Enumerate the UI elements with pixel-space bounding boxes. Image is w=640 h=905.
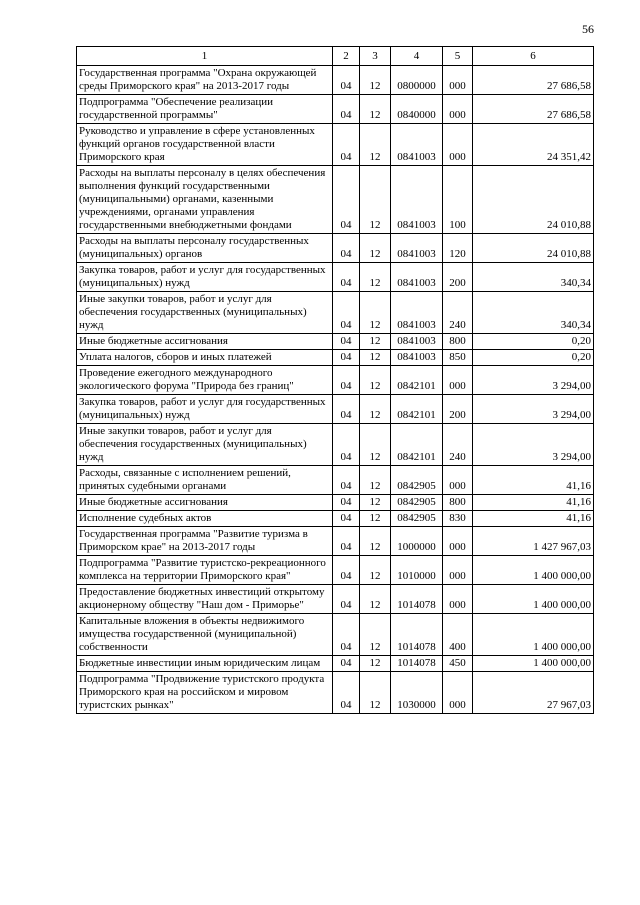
- row-section: 04: [333, 124, 360, 166]
- row-name: Иные закупки товаров, работ и услуг для обеспечения государственных (муниципальных) нужд: [77, 424, 333, 466]
- row-subsection: 12: [360, 656, 391, 672]
- row-target-code: 0842101: [391, 366, 443, 395]
- row-target-code: 0841003: [391, 350, 443, 366]
- row-subsection: 12: [360, 614, 391, 656]
- row-amount: 41,16: [473, 495, 594, 511]
- row-name: Закупка товаров, работ и услуг для государственных (муниципальных) нужд: [77, 263, 333, 292]
- table-row: [77, 527, 594, 556]
- row-section: 04: [333, 672, 360, 714]
- row-amount: 1 427 967,03: [473, 527, 594, 556]
- row-expense-type: 850: [443, 350, 473, 366]
- row-expense-type: 000: [443, 672, 473, 714]
- row-amount: 27 967,03: [473, 672, 594, 714]
- row-name: Расходы, связанные с исполнением решений, принятых судебными органами: [77, 466, 333, 495]
- row-amount: 24 010,88: [473, 166, 594, 234]
- budget-table: [76, 46, 594, 714]
- row-subsection: 12: [360, 95, 391, 124]
- row-amount: 3 294,00: [473, 395, 594, 424]
- row-name: Расходы на выплаты персоналу в целях обеспечения выполнения функций государственными (муниципальными) органами, казенными учреждениями, органами управления государственными внебюджетными фондами: [77, 166, 333, 234]
- row-name: Подпрограмма "Продвижение туристского продукта Приморского края на российском и мировом туристских рынках": [77, 672, 333, 714]
- row-amount: 41,16: [473, 466, 594, 495]
- row-target-code: 0841003: [391, 292, 443, 334]
- row-expense-type: 800: [443, 495, 473, 511]
- row-name: Государственная программа "Охрана окружающей среды Приморского края" на 2013-2017 годы: [77, 66, 333, 95]
- row-subsection: 12: [360, 495, 391, 511]
- row-subsection: 12: [360, 395, 391, 424]
- row-target-code: 1014078: [391, 656, 443, 672]
- row-name: Государственная программа "Развитие туризма в Приморском крае" на 2013-2017 годы: [77, 527, 333, 556]
- column-header: 2: [333, 47, 360, 66]
- row-target-code: 0800000: [391, 66, 443, 95]
- page-number: 56: [582, 22, 594, 36]
- row-amount: 24 351,42: [473, 124, 594, 166]
- row-section: 04: [333, 334, 360, 350]
- row-name: Предоставление бюджетных инвестиций открытому акционерному обществу "Наш дом - Приморье": [77, 585, 333, 614]
- row-name: Иные бюджетные ассигнования: [77, 334, 333, 350]
- row-name: Расходы на выплаты персоналу государственных (муниципальных) органов: [77, 234, 333, 263]
- row-amount: 340,34: [473, 292, 594, 334]
- row-expense-type: 000: [443, 366, 473, 395]
- column-header: 5: [443, 47, 473, 66]
- row-section: 04: [333, 585, 360, 614]
- row-section: 04: [333, 466, 360, 495]
- table-row: [77, 556, 594, 585]
- row-subsection: 12: [360, 424, 391, 466]
- row-amount: 1 400 000,00: [473, 656, 594, 672]
- header-row: [77, 47, 594, 66]
- column-header: 4: [391, 47, 443, 66]
- table-row: [77, 95, 594, 124]
- row-subsection: 12: [360, 334, 391, 350]
- row-subsection: 12: [360, 166, 391, 234]
- row-expense-type: 000: [443, 556, 473, 585]
- row-amount: 3 294,00: [473, 366, 594, 395]
- row-amount: 27 686,58: [473, 66, 594, 95]
- row-name: Капитальные вложения в объекты недвижимого имущества государственной (муниципальной) собственности: [77, 614, 333, 656]
- row-name: Проведение ежегодного международного экологического форума "Природа без границ": [77, 366, 333, 395]
- row-amount: 1 400 000,00: [473, 614, 594, 656]
- column-header: 6: [473, 47, 594, 66]
- row-name: Иные закупки товаров, работ и услуг для обеспечения государственных (муниципальных) нужд: [77, 292, 333, 334]
- row-subsection: 12: [360, 66, 391, 95]
- table-row: [77, 672, 594, 714]
- row-subsection: 12: [360, 672, 391, 714]
- table-row: [77, 292, 594, 334]
- table-row: [77, 166, 594, 234]
- row-section: 04: [333, 656, 360, 672]
- row-target-code: 0842101: [391, 395, 443, 424]
- row-subsection: 12: [360, 527, 391, 556]
- row-name: Подпрограмма "Обеспечение реализации государственной программы": [77, 95, 333, 124]
- row-name: Подпрограмма "Развитие туристско-рекреационного комплекса на территории Приморского края": [77, 556, 333, 585]
- row-expense-type: 800: [443, 334, 473, 350]
- table-row: [77, 466, 594, 495]
- row-expense-type: 830: [443, 511, 473, 527]
- row-target-code: 0841003: [391, 234, 443, 263]
- row-target-code: 0841003: [391, 166, 443, 234]
- row-expense-type: 100: [443, 166, 473, 234]
- row-expense-type: 200: [443, 395, 473, 424]
- row-amount: 41,16: [473, 511, 594, 527]
- row-subsection: 12: [360, 234, 391, 263]
- table-row: [77, 234, 594, 263]
- table-body: [77, 66, 594, 714]
- row-subsection: 12: [360, 124, 391, 166]
- row-expense-type: 240: [443, 424, 473, 466]
- row-amount: 340,34: [473, 263, 594, 292]
- row-section: 04: [333, 527, 360, 556]
- row-target-code: 0841003: [391, 263, 443, 292]
- row-target-code: 0841003: [391, 124, 443, 166]
- row-section: 04: [333, 614, 360, 656]
- row-subsection: 12: [360, 556, 391, 585]
- row-expense-type: 000: [443, 527, 473, 556]
- row-amount: 1 400 000,00: [473, 556, 594, 585]
- row-amount: 24 010,88: [473, 234, 594, 263]
- row-expense-type: 240: [443, 292, 473, 334]
- row-target-code: 1014078: [391, 614, 443, 656]
- row-subsection: 12: [360, 292, 391, 334]
- row-name: Бюджетные инвестиции иным юридическим лицам: [77, 656, 333, 672]
- row-section: 04: [333, 95, 360, 124]
- row-amount: 3 294,00: [473, 424, 594, 466]
- row-target-code: 0842101: [391, 424, 443, 466]
- row-section: 04: [333, 495, 360, 511]
- row-section: 04: [333, 556, 360, 585]
- row-section: 04: [333, 366, 360, 395]
- table-row: [77, 495, 594, 511]
- row-target-code: 0842905: [391, 511, 443, 527]
- row-target-code: 1014078: [391, 585, 443, 614]
- row-target-code: 0842905: [391, 495, 443, 511]
- table-row: [77, 263, 594, 292]
- column-header: 3: [360, 47, 391, 66]
- table-row: [77, 66, 594, 95]
- row-expense-type: 120: [443, 234, 473, 263]
- row-target-code: 1030000: [391, 672, 443, 714]
- table-row: [77, 395, 594, 424]
- row-target-code: 0842905: [391, 466, 443, 495]
- row-subsection: 12: [360, 466, 391, 495]
- row-expense-type: 400: [443, 614, 473, 656]
- row-section: 04: [333, 350, 360, 366]
- row-expense-type: 000: [443, 66, 473, 95]
- table-row: [77, 511, 594, 527]
- row-expense-type: 000: [443, 585, 473, 614]
- row-section: 04: [333, 424, 360, 466]
- row-subsection: 12: [360, 350, 391, 366]
- row-section: 04: [333, 263, 360, 292]
- row-name: Уплата налогов, сборов и иных платежей: [77, 350, 333, 366]
- row-amount: 0,20: [473, 334, 594, 350]
- row-amount: 1 400 000,00: [473, 585, 594, 614]
- row-name: Иные бюджетные ассигнования: [77, 495, 333, 511]
- table-row: [77, 334, 594, 350]
- row-subsection: 12: [360, 511, 391, 527]
- row-subsection: 12: [360, 585, 391, 614]
- row-amount: 27 686,58: [473, 95, 594, 124]
- row-name: Исполнение судебных актов: [77, 511, 333, 527]
- row-expense-type: 450: [443, 656, 473, 672]
- table-row: [77, 656, 594, 672]
- column-header: 1: [77, 47, 333, 66]
- row-section: 04: [333, 395, 360, 424]
- table-row: [77, 124, 594, 166]
- row-expense-type: 200: [443, 263, 473, 292]
- table-row: [77, 350, 594, 366]
- row-section: 04: [333, 66, 360, 95]
- row-name: Руководство и управление в сфере установленных функций органов государственной власти Приморского края: [77, 124, 333, 166]
- row-amount: 0,20: [473, 350, 594, 366]
- row-expense-type: 000: [443, 466, 473, 495]
- row-section: 04: [333, 234, 360, 263]
- row-name: Закупка товаров, работ и услуг для государственных (муниципальных) нужд: [77, 395, 333, 424]
- row-section: 04: [333, 511, 360, 527]
- row-expense-type: 000: [443, 95, 473, 124]
- table-row: [77, 585, 594, 614]
- row-section: 04: [333, 166, 360, 234]
- table-row: [77, 614, 594, 656]
- row-subsection: 12: [360, 366, 391, 395]
- row-target-code: 1010000: [391, 556, 443, 585]
- table-row: [77, 424, 594, 466]
- row-expense-type: 000: [443, 124, 473, 166]
- row-target-code: 0840000: [391, 95, 443, 124]
- row-target-code: 0841003: [391, 334, 443, 350]
- row-target-code: 1000000: [391, 527, 443, 556]
- row-section: 04: [333, 292, 360, 334]
- row-subsection: 12: [360, 263, 391, 292]
- table-row: [77, 366, 594, 395]
